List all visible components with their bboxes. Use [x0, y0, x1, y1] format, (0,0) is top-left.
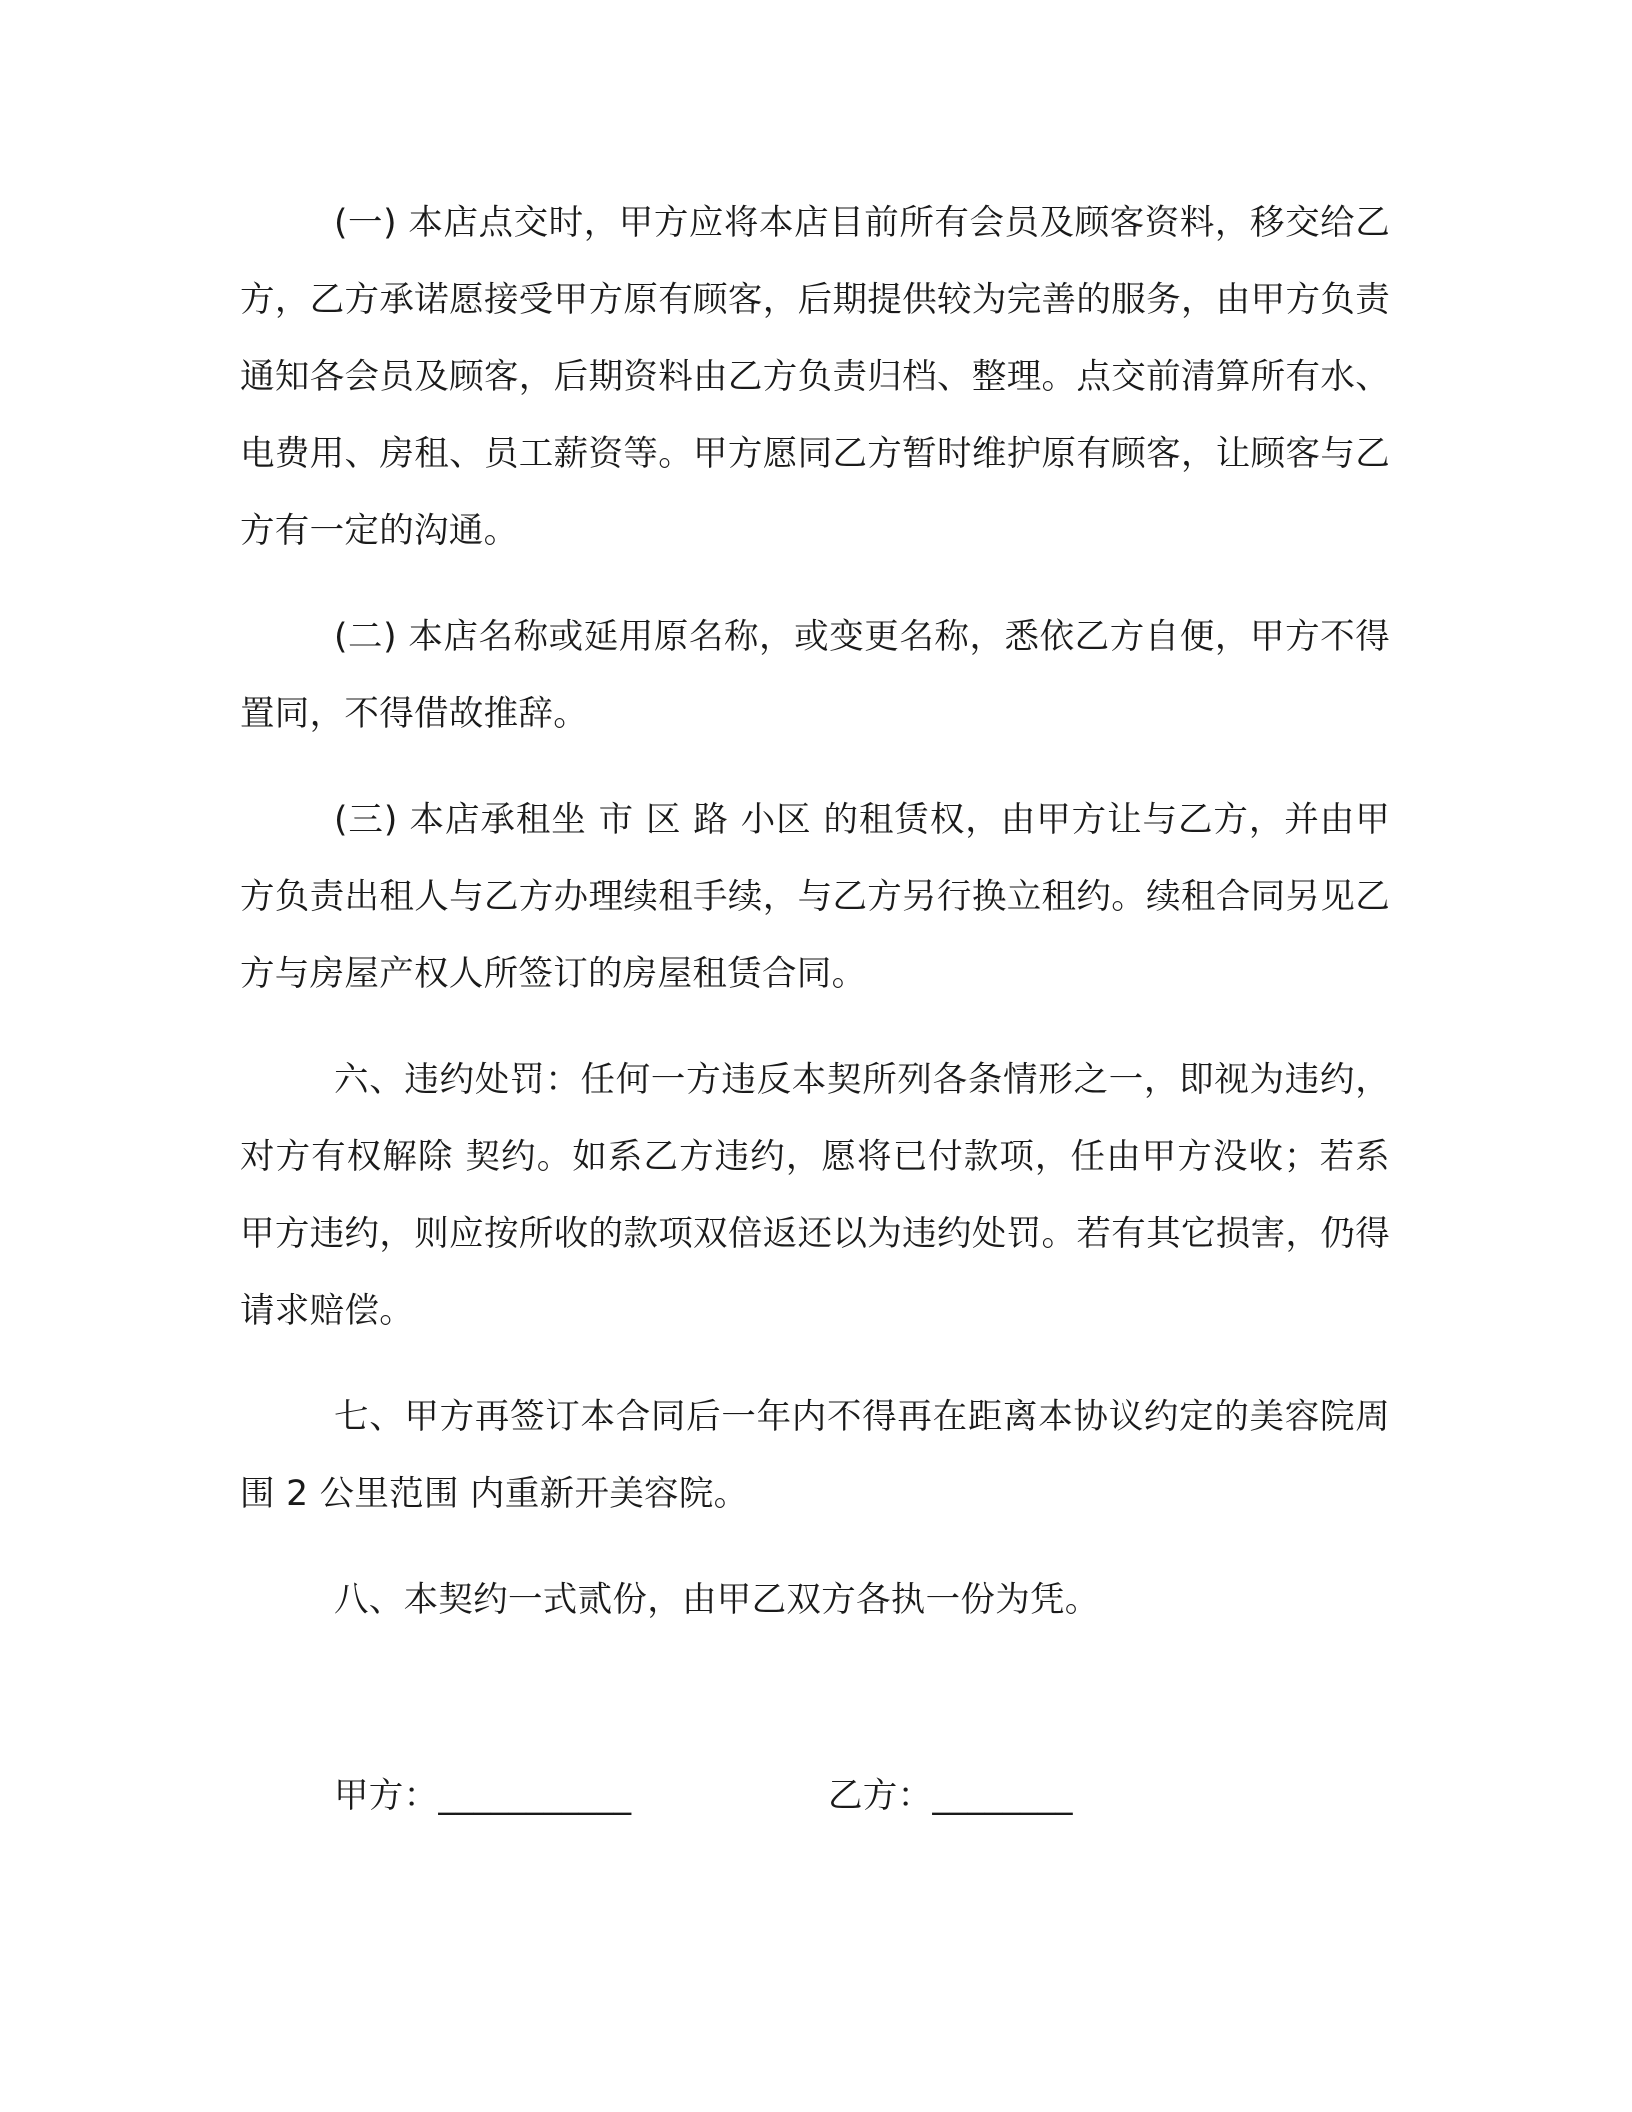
- clause-6-breach-penalty: 六、违约处罚：任何一方违反本契所列各条情形之一，即视为违约，对方有权解除 契约。如系乙方违约，愿将已付款项，任由甲方没收；若系甲方违约，则应按所收的款项双倍返还以为违约处罚。若有其它损害，仍得请求赔偿。: [240, 1060, 1390, 1331]
- clause-2-store-name: (二) 本店名称或延用原名称，或变更名称，悉依乙方自便，甲方不得置同，不得借故推辞。: [240, 617, 1390, 734]
- clause-1-handover: (一) 本店点交时，甲方应将本店目前所有会员及顾客资料，移交给乙方，乙方承诺愿接受甲方原有顾客，后期提供较为完善的服务，由甲方负责通知各会员及顾客，后期资料由乙方负责归档、整理。点交前清算所有水、电费用、房租、员工薪资等。甲方愿同乙方暂时维护原有顾客，让顾客与乙方有一定的沟通。: [240, 203, 1390, 551]
- contract-body: [240, 185, 1390, 1668]
- clause-3-lease-right: (三) 本店承租坐 市 区 路 小区 的租赁权，由甲方让与乙方，并由甲方负责出租人与乙方办理续租手续，与乙方另行换立租约。续租合同另见乙方与房屋产权人所签订的房屋租赁合同。: [240, 800, 1390, 994]
- clause-8-copies: 八、本契约一式贰份，由甲乙双方各执一份为凭。: [334, 1580, 1100, 1620]
- party-b-signature-line: 乙方：________: [828, 1776, 1073, 1816]
- party-a-signature-line: 甲方：___________: [334, 1776, 632, 1816]
- clause-7-non-compete: 七、甲方再签订本合同后一年内不得再在距离本协议约定的美容院周围 2 公里范围 内重新开美容院。: [240, 1397, 1390, 1514]
- signature-row: [334, 1758, 1234, 1838]
